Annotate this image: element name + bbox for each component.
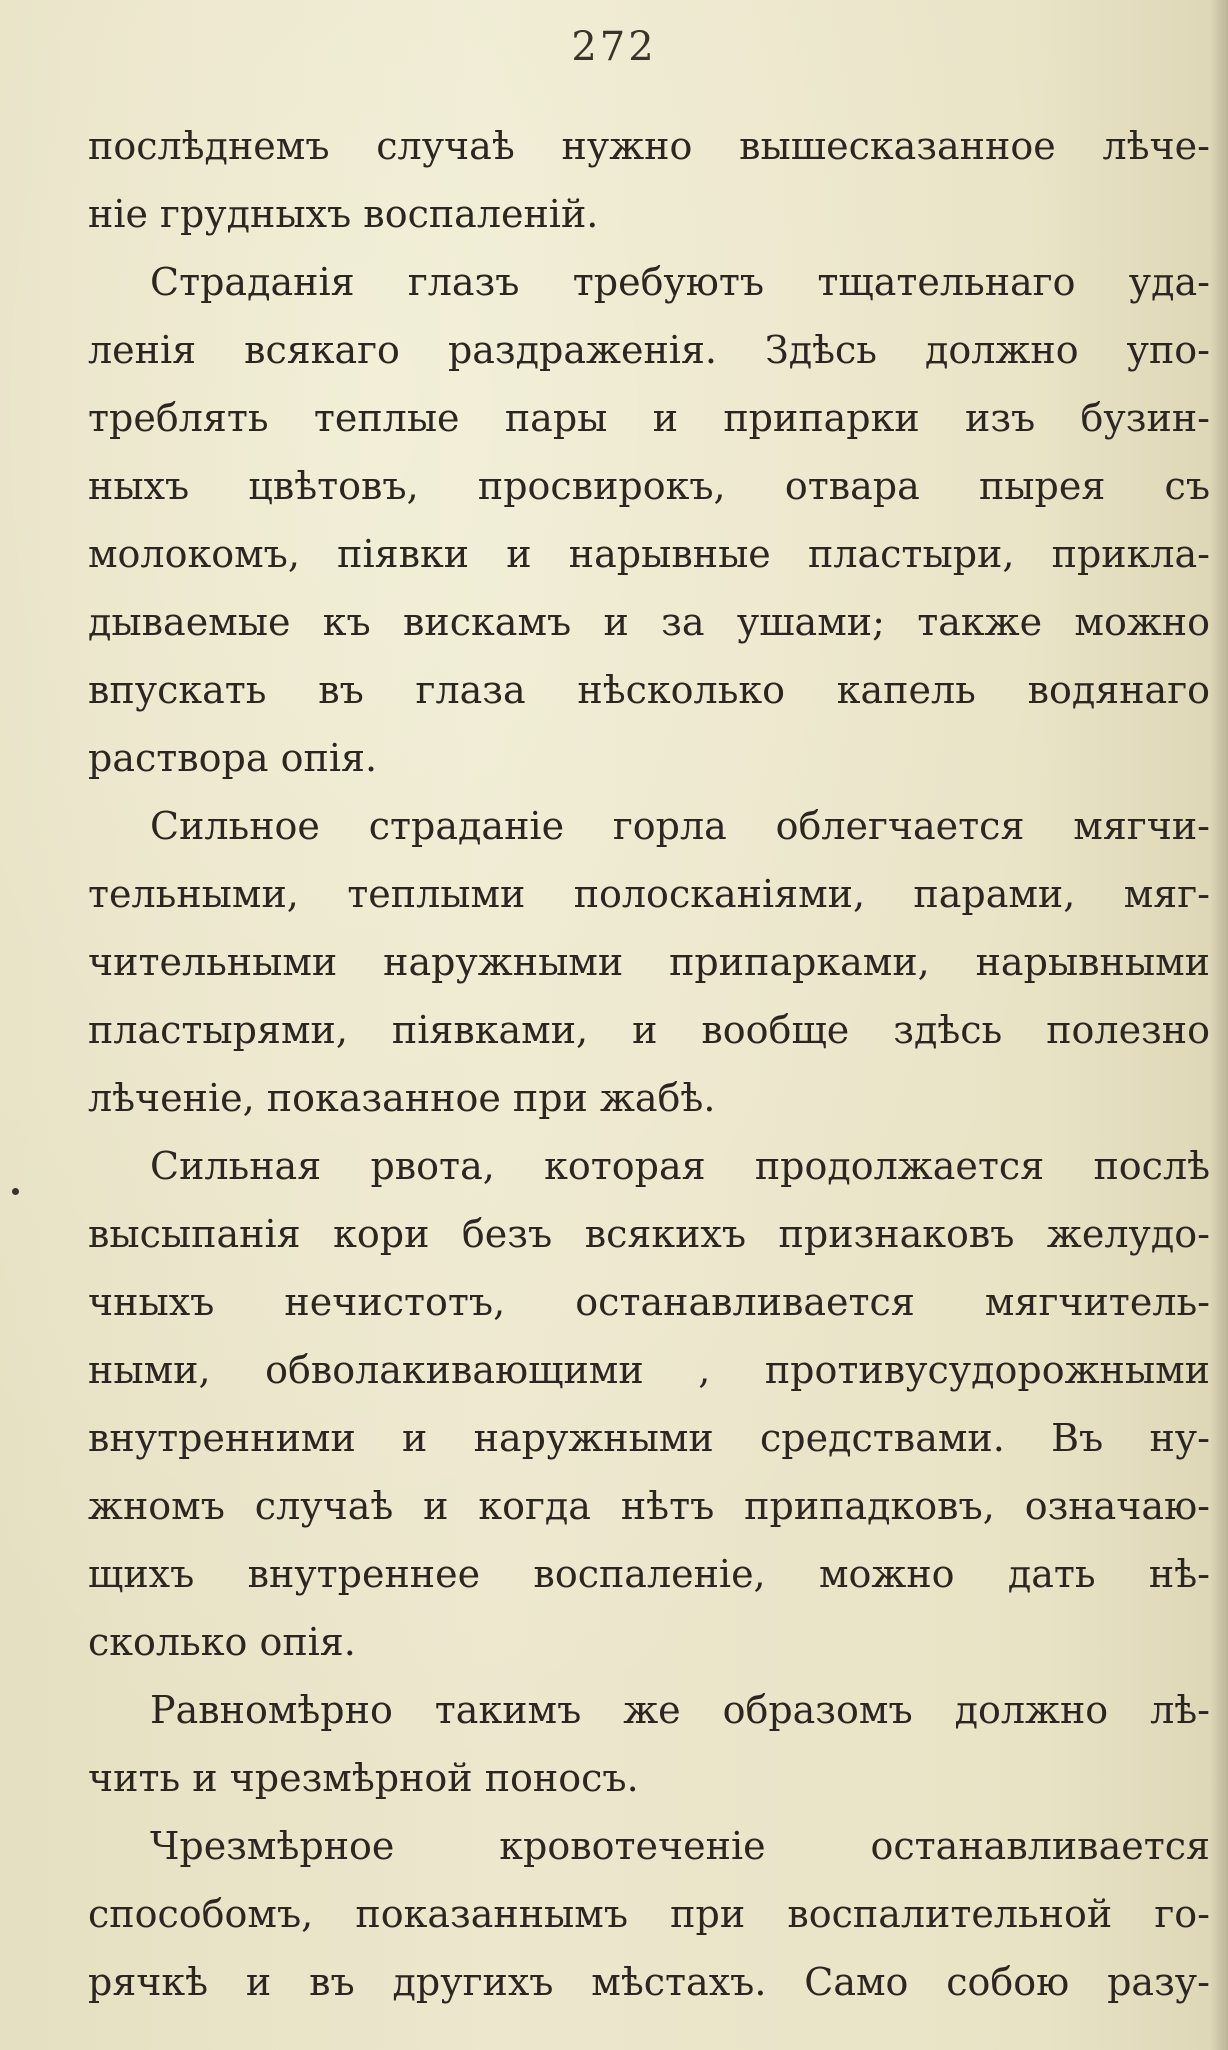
text-line: чить и чрезмѣрной поносъ. (88, 1756, 639, 1800)
text-line: Сильное страданіе горла облегчается мягчи- (150, 804, 1210, 848)
text-line: высыпанія кори безъ всякихъ признаковъ желудо- (88, 1212, 1210, 1256)
text-line: ныхъ цвѣтовъ, просвирокъ, отвара пырея съ (88, 464, 1210, 508)
text-line: Страданія глазъ требуютъ тщательнаго уда- (150, 260, 1210, 304)
paragraph-4 (88, 1132, 1210, 1676)
text-line: дываемые къ вискамъ и за ушами; также можно (88, 600, 1210, 644)
text-line: ленія всякаго раздраженія. Здѣсь должно упо- (88, 328, 1210, 372)
text-line: ніе грудныхъ воспаленій. (88, 192, 599, 236)
page-edge-shadow (1210, 0, 1228, 2050)
text-line: лѣченіе, показанное при жабѣ. (88, 1076, 716, 1120)
text-line: впускать въ глаза нѣсколько капель водянаго (88, 668, 1210, 712)
text-line: молокомъ, піявки и нарывные пластыри, прикла- (88, 532, 1210, 576)
paragraph-2 (88, 248, 1210, 792)
text-line: чныхъ нечистотъ, останавливается мягчитель- (88, 1280, 1210, 1324)
paragraph-6 (88, 1812, 1210, 2016)
ink-spot (12, 1188, 19, 1195)
text-line: Равномѣрно такимъ же образомъ должно лѣ- (150, 1688, 1210, 1732)
text-line: рячкѣ и въ другихъ мѣстахъ. Само собою разу- (88, 1960, 1210, 2004)
body-text (88, 112, 1210, 2016)
text-line: ными, обволакивающими , противусудорожными (88, 1348, 1210, 1392)
text-line: чительными наружными припарками, нарывными (88, 940, 1210, 984)
paragraph-5 (88, 1676, 1210, 1812)
text-line: способомъ, показаннымъ при воспалительной го- (88, 1892, 1210, 1936)
text-line: тельными, теплыми полосканіями, парами, мяг- (88, 872, 1210, 916)
text-line: раствора опія. (88, 736, 378, 780)
paragraph-1 (88, 112, 1210, 248)
text-line: пластырями, піявками, и вообще здѣсь полезно (88, 1008, 1210, 1052)
paragraph-3 (88, 792, 1210, 1132)
page-number: 272 (571, 24, 657, 70)
text-line: сколько опія. (88, 1620, 356, 1664)
text-line: Чрезмѣрное кровотеченіе останавливается (150, 1824, 1210, 1868)
text-line: внутренними и наружными средствами. Въ ну- (88, 1416, 1210, 1460)
text-line: жномъ случаѣ и когда нѣтъ припадковъ, означаю- (88, 1484, 1210, 1528)
text-line: треблять теплые пары и припарки изъ бузин- (88, 396, 1210, 440)
text-line: послѣднемъ случаѣ нужно вышесказанное лѣче- (88, 124, 1210, 168)
text-line: Сильная рвота, которая продолжается послѣ (150, 1144, 1210, 1188)
text-line: щихъ внутреннее воспаленіе, можно дать нѣ- (88, 1552, 1210, 1596)
